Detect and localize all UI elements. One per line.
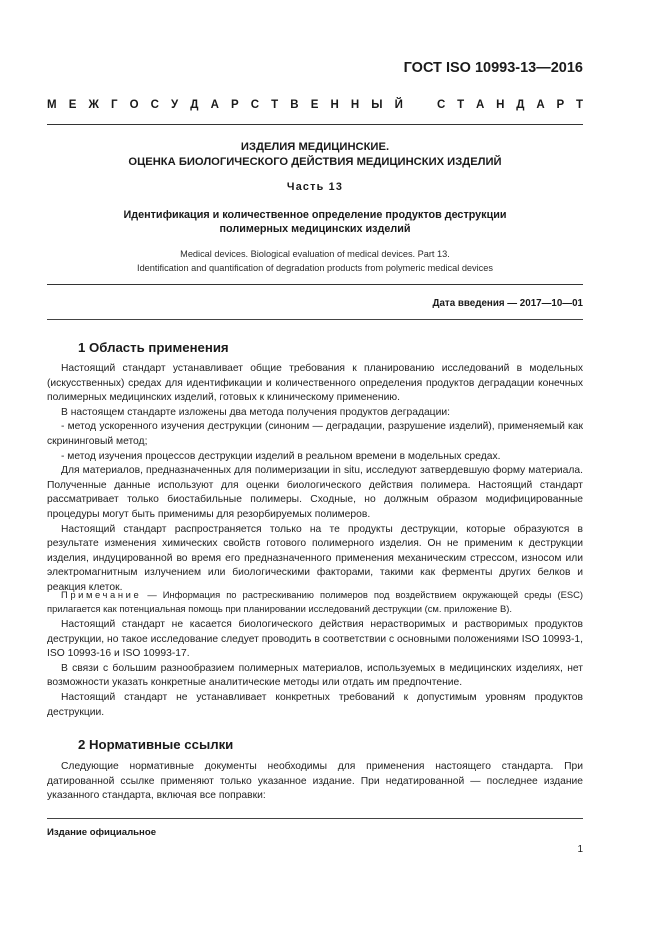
interstate-standard-banner: [47, 99, 583, 111]
date-divider: [47, 319, 583, 320]
official-edition-label: Издание официальное: [47, 827, 157, 838]
note-label: Примечание: [61, 589, 142, 600]
subtitle-line-2: полимерных медицинских изделий: [219, 223, 411, 235]
paragraph: Следующие нормативные документы необходимы для применения настоящего стандарта. При датированной ссылке применяют только указанное издание. При недатированной — последнее издание указанного стандарта, включая все поправки:: [47, 761, 583, 802]
section-1-body: [47, 362, 583, 596]
standard-title: [47, 140, 583, 170]
section-2-body: [47, 760, 583, 804]
title-divider: [47, 284, 583, 285]
document-code: ГОСТ ISO 10993-13—2016: [403, 60, 583, 76]
paragraph: В связи с большим разнообразием полимерных материалов, используемых в медицинских изделиях, нет возможности указать конкретные аналитические методы или отдать им предпочтение.: [47, 662, 583, 689]
list-item: - метод изучения процессов деструкции изделий в реальном времени в модельных средах.: [61, 450, 501, 462]
english-line-1: Medical devices. Biological evaluation of medical devices. Part 13.: [180, 249, 450, 259]
section-1-heading: 1 Область применения: [78, 340, 229, 355]
footer-divider: [47, 818, 583, 819]
english-title: [47, 248, 583, 275]
title-line-1: ИЗДЕЛИЯ МЕДИЦИНСКИЕ.: [240, 141, 390, 153]
paragraph: Настоящий стандарт не устанавливает конкретных требований к допустимым уровням продуктов деструкции.: [47, 691, 583, 718]
standard-subtitle: [47, 208, 583, 236]
section-1-body-continued: [47, 618, 583, 720]
paragraph: Настоящий стандарт распространяется только на те продукты деструкции, которые образуются в результате изменения химических свойств готового полимерного изделия. Он не применим к деструкции изделия, индуцированной во время его предназначенного применения механическим стрессом, износом или электромагнитным излучением или биологическими факторами, такими как ферменты других белков и реакция клеток.: [47, 523, 583, 593]
paragraph: Настоящий стандарт устанавливает общие требования к планированию исследований в модельных (искусственных) средах для идентификации и количественного определения продуктов деградации конечных полимерных медицинских изделий, готовых к клиническому применению.: [47, 363, 583, 404]
english-line-2: Identification and quantification of degradation products from polymeric medical devices: [137, 262, 493, 273]
list-item: - метод ускоренного изучения деструкции (синоним — деградации, разрушение изделий), применяемый как скрининговый метод;: [47, 421, 583, 447]
paragraph: Для материалов, предназначенных для полимеризации in situ, исследуют затвердевшую форму материала. Полученные данные используют для оценки биологического действия полимера. Настоящий стандарт рассматривает только биостабильные полимеры. Сходные, но должным образом модифицированные процедуры могут быть применимы для резорбируемых полимеров.: [47, 465, 583, 520]
effective-date: Дата введения — 2017—10—01: [432, 298, 583, 309]
subtitle-line-1: Идентификация и количественное определение продуктов деструкции: [123, 209, 507, 221]
section-2-heading: 2 Нормативные ссылки: [78, 737, 234, 752]
page-number: 1: [577, 844, 583, 855]
interstate-word: М Е Ж Г О С У Д А Р С Т В Е Н Н Ы Й: [47, 99, 403, 111]
note: [47, 588, 583, 615]
note-text: — Информация по растрескиванию полимеров под воздействием окружающей среды (ESC) прилагается как потенциальная помощь при планировании исследований деструкции (см. приложение В).: [47, 589, 583, 614]
title-line-2: ОЦЕНКА БИОЛОГИЧЕСКОГО ДЕЙСТВИЯ МЕДИЦИНСКИХ ИЗДЕЛИЙ: [128, 156, 502, 168]
standard-word: С Т А Н Д А Р Т: [437, 99, 583, 111]
paragraph: В настоящем стандарте изложены два метода получения продуктов деградации:: [61, 406, 450, 418]
part-number: Часть 13: [286, 181, 344, 193]
paragraph: Настоящий стандарт не касается биологического действия нерастворимых и растворимых продуктов деструкции, но такое исследование следует проводить в соответствии с основными положениями ISO 10993-1, ISO 10993-16 и ISO 10993-17.: [47, 619, 583, 660]
header-divider: [47, 124, 583, 125]
